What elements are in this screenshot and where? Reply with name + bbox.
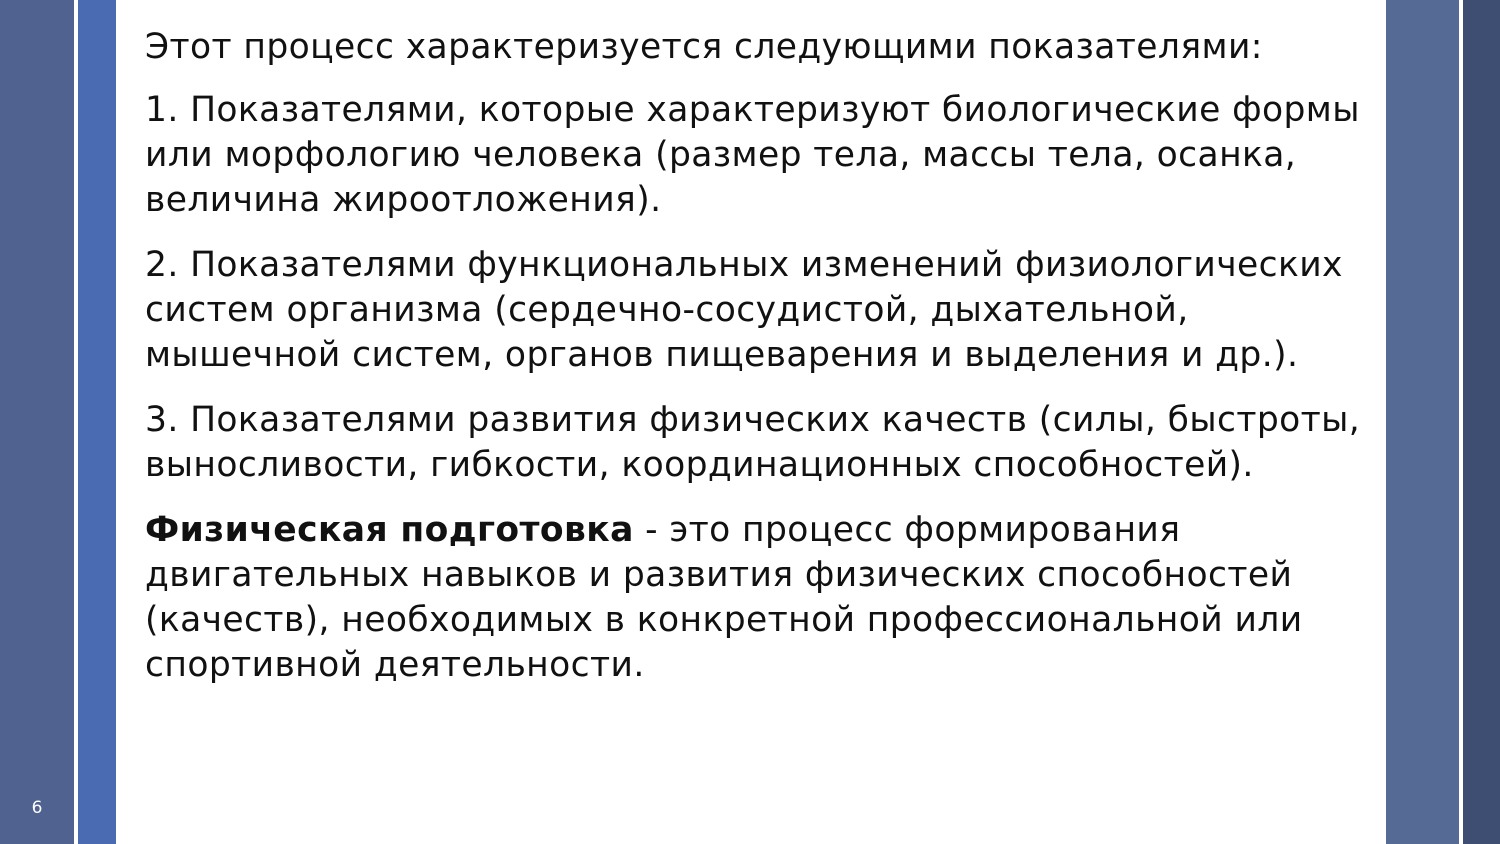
definition-paragraph: [145, 508, 1375, 688]
indicator-item-1: 1. Показателями, которые характеризуют биологические формы или морфологию человека (размер тела, массы тела, осанка, величина жироотложения).: [145, 90, 1360, 220]
intro-text: Этот процесс характеризуется следующими показателями:: [145, 27, 1263, 67]
right-edge-band: [1463, 0, 1500, 844]
slide-number: 6: [31, 798, 43, 818]
right-accent-band: [1386, 0, 1459, 844]
slide-body: [145, 25, 1375, 708]
indicator-item-2: 2. Показателями функциональных изменений физиологических систем организма (сердечно-сосудистой, дыхательной, мышечной систем, органов пищеварения и выделения и др.).: [145, 245, 1343, 375]
indicator-item-3: 3. Показателями развития физических качеств (силы, быстроты, выносливости, гибкости, координационных способностей).: [145, 400, 1361, 485]
definition-term: Физическая подготовка: [145, 510, 634, 550]
left-edge-band: [0, 0, 74, 844]
definition-text: - это процесс формирования двигательных навыков и развития физических способностей (качеств), необходимых в конкретной профессиональной или спортивной деятельности.: [145, 510, 1303, 685]
left-accent-band: [78, 0, 116, 844]
